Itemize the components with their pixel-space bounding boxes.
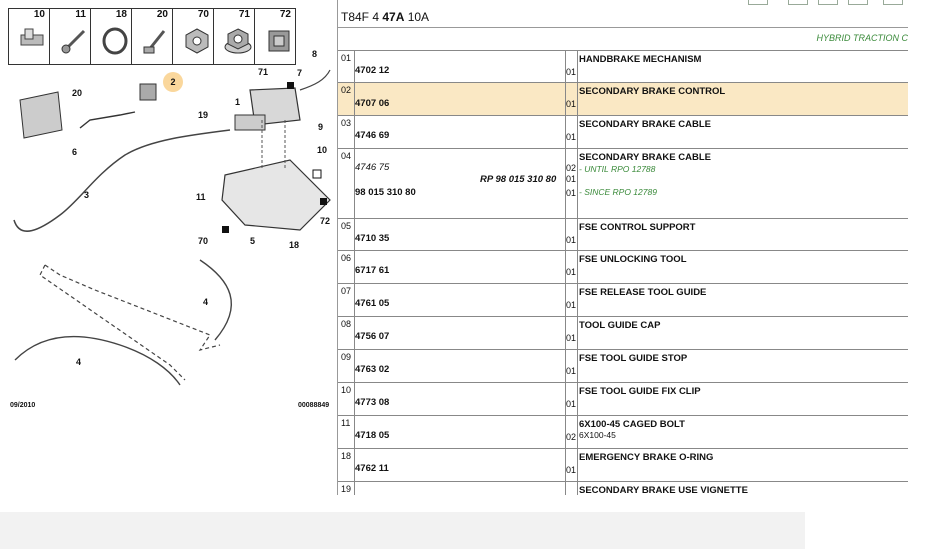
callout-4: 4 — [203, 297, 209, 307]
part-desc: HANDBRAKE MECHANISM — [579, 54, 702, 65]
part-qty: 01 — [566, 399, 577, 409]
part-desc: EMERGENCY BRAKE O-RING — [579, 452, 714, 463]
part-ref[interactable]: 6717 61 — [355, 265, 390, 276]
assembly-drawing — [0, 60, 337, 400]
part-qty: 02 — [566, 163, 577, 173]
callout-4: 4 — [76, 357, 82, 367]
hardware-cell[interactable] — [50, 9, 91, 64]
nut-washer-icon — [224, 25, 252, 55]
hardware-cell[interactable] — [9, 9, 50, 64]
part-qty: 01 — [566, 267, 577, 277]
hardware-number: 70 — [197, 9, 209, 20]
table-row[interactable] — [338, 218, 908, 251]
table-row[interactable] — [338, 316, 908, 350]
part-desc: FSE UNLOCKING TOOL — [579, 254, 687, 265]
part-desc: FSE CONTROL SUPPORT — [579, 222, 696, 233]
header-suffix: 10A — [404, 10, 430, 24]
table-row[interactable] — [338, 349, 908, 383]
clip-icon — [19, 25, 47, 55]
table-row[interactable] — [338, 415, 908, 449]
callout-19: 20 — [72, 88, 83, 98]
column-separator — [354, 50, 355, 495]
part-qty: 01 — [566, 188, 577, 198]
row-index: 09 — [341, 352, 352, 362]
part-desc: SECONDARY BRAKE CABLE — [579, 119, 711, 130]
table-row[interactable] — [338, 283, 908, 317]
part-ref[interactable]: 4746 69 — [355, 130, 390, 141]
bolt-icon — [142, 25, 170, 55]
part-desc: FSE RELEASE TOOL GUIDE — [579, 287, 707, 298]
table-row[interactable] — [338, 250, 908, 284]
part-ref[interactable]: 4761 05 — [355, 298, 390, 309]
part-ref[interactable]: 4746 75 — [355, 162, 390, 173]
callout-8: 8 — [312, 49, 318, 59]
header-prefix: T84F 4 — [341, 10, 383, 24]
row-index: 10 — [341, 385, 352, 395]
table-row[interactable] — [338, 382, 908, 416]
part-ref[interactable]: 98 015 310 80 — [355, 187, 416, 198]
row-index: 03 — [341, 118, 352, 128]
hardware-cell[interactable] — [255, 9, 295, 64]
callout-72: 72 — [320, 216, 331, 226]
toolbar-button[interactable] — [818, 0, 838, 5]
part-qty: 01 — [566, 300, 577, 310]
part-desc: SECONDARY BRAKE CONTROL — [579, 86, 726, 97]
part-qty: 01 — [566, 465, 577, 475]
callout-3: 3 — [84, 190, 90, 200]
part-desc: FSE TOOL GUIDE FIX CLIP — [579, 386, 701, 397]
callout-6: 6 — [72, 147, 78, 157]
callout-5: 5 — [250, 236, 256, 246]
toolbar — [740, 0, 930, 8]
toolbar-button[interactable] — [748, 0, 768, 5]
diagram-date: 09/2010 — [10, 402, 36, 409]
hybrid-note: HYBRID TRACTION C — [816, 33, 908, 43]
part-ref[interactable]: 4710 35 — [355, 233, 390, 244]
table-row[interactable] — [338, 50, 908, 83]
toolbar-button[interactable] — [788, 0, 808, 5]
part-note: - SINCE RPO 12789 — [579, 187, 657, 197]
callout-10: 10 — [317, 145, 328, 155]
part-ref[interactable]: 4702 12 — [355, 65, 390, 76]
row-index: 11 — [341, 418, 351, 428]
nut-icon — [183, 25, 211, 55]
hardware-cell[interactable] — [91, 9, 132, 64]
part-ref[interactable]: 4762 11 — [355, 463, 389, 474]
hardware-number: 20 — [156, 9, 168, 20]
callout-20: 18 — [289, 240, 300, 250]
part-note: - UNTIL RPO 12788 — [579, 164, 656, 174]
part-ref[interactable]: 4707 06 — [355, 98, 390, 109]
row-index: 02 — [341, 85, 352, 95]
header-group: 47A — [382, 10, 405, 24]
hardware-number: 11 — [75, 9, 86, 20]
row-index: 06 — [341, 253, 352, 263]
part-qty: 01 — [566, 333, 577, 343]
square-nut-icon — [265, 25, 293, 55]
table-row[interactable] — [338, 481, 908, 496]
diagram-ref: 00088849 — [298, 402, 330, 409]
row-index: 05 — [341, 221, 352, 231]
hardware-strip — [8, 8, 296, 65]
hardware-number: 18 — [115, 9, 127, 20]
table-row[interactable] — [338, 148, 908, 219]
part-desc: TOOL GUIDE CAP — [579, 320, 661, 331]
row-index: 19 — [341, 484, 352, 494]
part-ref[interactable]: 4756 07 — [355, 331, 390, 342]
part-desc: FSE TOOL GUIDE STOP — [579, 353, 688, 364]
part-qty: 01 — [566, 132, 577, 142]
column-separator — [565, 50, 566, 495]
toolbar-button[interactable] — [883, 0, 903, 5]
table-row-selected[interactable] — [338, 82, 908, 116]
part-ref[interactable]: 4763 02 — [355, 364, 390, 375]
hybrid-band — [338, 27, 908, 51]
row-index: 04 — [341, 151, 352, 161]
hardware-number: 72 — [279, 9, 291, 20]
table-row[interactable] — [338, 115, 908, 149]
callout-18: 19 — [198, 110, 209, 120]
callout-70: 70 — [198, 236, 209, 246]
parts-diagram — [0, 0, 337, 420]
hardware-number: 71 — [238, 9, 250, 20]
part-qty: 01 — [566, 67, 577, 77]
column-separator — [577, 50, 578, 495]
hardware-number: 10 — [33, 9, 45, 20]
o-ring-icon — [101, 25, 129, 55]
table-row[interactable] — [338, 448, 908, 482]
hardware-cell[interactable] — [214, 9, 255, 64]
callout-11: 11 — [196, 192, 206, 202]
callout-7: 7 — [297, 68, 303, 78]
bottom-strip — [0, 512, 805, 549]
screw-icon — [60, 25, 88, 55]
catalog-header — [341, 10, 429, 24]
part-qty: 01 — [566, 235, 577, 245]
part-ref[interactable]: 4718 05 — [355, 430, 390, 441]
row-index: 18 — [341, 451, 352, 461]
toolbar-button[interactable] — [848, 0, 868, 5]
callout-1: 1 — [235, 97, 241, 107]
row-index: 01 — [341, 53, 352, 63]
part-qty: 01 — [566, 174, 577, 184]
hardware-cell[interactable] — [173, 9, 214, 64]
part-desc: SECONDARY BRAKE USE VIGNETTE — [579, 485, 748, 496]
part-qty: 01 — [566, 99, 577, 109]
callout-9: 9 — [318, 122, 324, 132]
row-index: 07 — [341, 286, 352, 296]
part-qty: 01 — [566, 366, 577, 376]
part-ref[interactable]: 4773 08 — [355, 397, 390, 408]
callout-71: 71 — [258, 67, 269, 77]
callout-2[interactable]: 2 — [163, 72, 183, 92]
part-qty: 02 — [566, 432, 577, 442]
part-desc: 6X100-45 CAGED BOLT — [579, 419, 685, 430]
part-desc: SECONDARY BRAKE CABLE — [579, 152, 711, 163]
replacement-ref[interactable]: RP 98 015 310 80 — [480, 174, 557, 185]
hardware-cell[interactable] — [132, 9, 173, 64]
row-index: 08 — [341, 319, 352, 329]
part-note: 6X100-45 — [579, 430, 616, 440]
